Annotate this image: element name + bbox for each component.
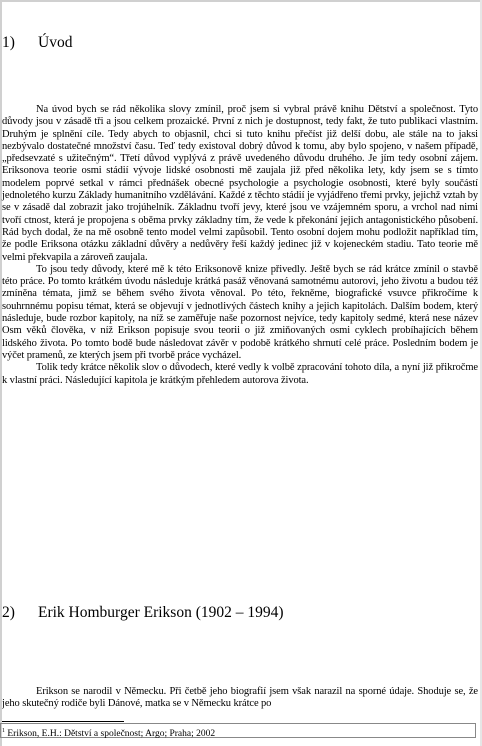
section-heading-intro [2,34,72,52]
section-heading-erikson [2,604,284,622]
page-border-top [0,0,482,2]
footnote [2,726,215,740]
footnote-mark: 1 [2,728,5,734]
section-number: 1) [2,34,15,51]
paragraph: Na úvod bych se rád několika slovy zmínil, proč jsem si vybral právě knihu Dětství a společnost. Tyto důvody jsou v zásadě tři a jsou celkem prozaické. První z nich je dostupnost, tedy fakt, že tuto publikaci vlastním. Druhým je splnění cíle. Tedy abych to objasnil, chci si tuto knihu přečíst již delší dobu, ale stále na to jaksi nezbývalo dostatečné množství času. Teď tedy existoval dobrý důvod k tomu, aby bylo spojeno, v našem případě, „předsevzaté s užitečným“. Třetí důvod vyplývá z právě uvedeného důvodu druhého. Je jím tedy osobní zájem. Eriksonova teorie osmi stádií vývoje lidské osobnosti mě zaujala již před několika lety, kdy jsem se s tímto modelem poprvé setkal v rámci přednášek obecné psychologie a psychologie osobnosti, které byly součástí jednoletého kurzu Základy humanitního vzdělávání. Každé z těchto stádií je vyjádřeno třemi prvky, jejichž vztah by se v zásadě dal zobrazit jako trojúhelník. Základnu tvoří jevy, které jsou ve vzájemném sporu, a vrchol nad nimi tvoří ctnost, která je propojena s oběma prvky základny tím, že vede k překonání jejich antagonistického působení. Rád bych dodal, že na mě osobně tento model velmi zapůsobil. Tento osobní dojem mohu podložit například tím, že podle Eriksona otázku základní důvěry a nedůvěry řeší každý jedinec již v kojeneckém stadiu. Tato teorie mě velmi překvapila a zároveň zaujala. [2,104,478,263]
biography-body [2,686,478,710]
section-title: Erik Homburger Erikson (1902 – 1994) [38,604,284,621]
paragraph: Tolik tedy krátce několik slov o důvodech, které vedly k volbě zpracování tohoto díla, a nyní již přikročme k vlastní práci. Následující kapitola je krátkým přehledem autorova života. [2,362,478,386]
paragraph: To jsou tedy důvody, které mě k této Eriksonově knize přivedly. Ještě bych se rád krátce zmínil o stavbě této práce. Po tomto krátkém úvodu následuje krátká pasáž věnovaná samotnému autorovi, jeho životu a budou též zmíněna témata, jimž se během svého života věnoval. Po této, řekněme, biografické vsuvce přikročíme k souhrnnému popisu témat, která se objevují v jednotlivých částech knihy a jejich kapitolách. Dalším bodem, který následuje, bude rozbor kapitoly, na níž se zaměřuje naše pozornost nejvíce, tedy kapitoly sedmé, která nese název Osm věků člověka, v níž Erikson popisuje svou teorii o již zmiňovaných osmi cyklech probíhajících během lidského života. Po tomto bodě bude následovat závěr v podobě krátkého shrnutí celé práce. Posledním bodem je výčet pramenů, ze kterých jsem při tvorbě práce vycházel. [2,263,478,361]
footnote-separator [2,721,124,722]
intro-body [2,104,478,387]
section-title: Úvod [38,34,73,51]
footnote-text: Erikson, E.H.: Dětství a společnost; Argo; Praha; 2002 [7,729,216,739]
section-number: 2) [2,604,15,621]
paragraph: Erikson se narodil v Německu. Při četbě jeho biografií jsem však narazil na sporné údaje. Shoduje se, že jeho skutečný rodiče byli Dánové, matka se v Německu krátce po [2,686,478,710]
